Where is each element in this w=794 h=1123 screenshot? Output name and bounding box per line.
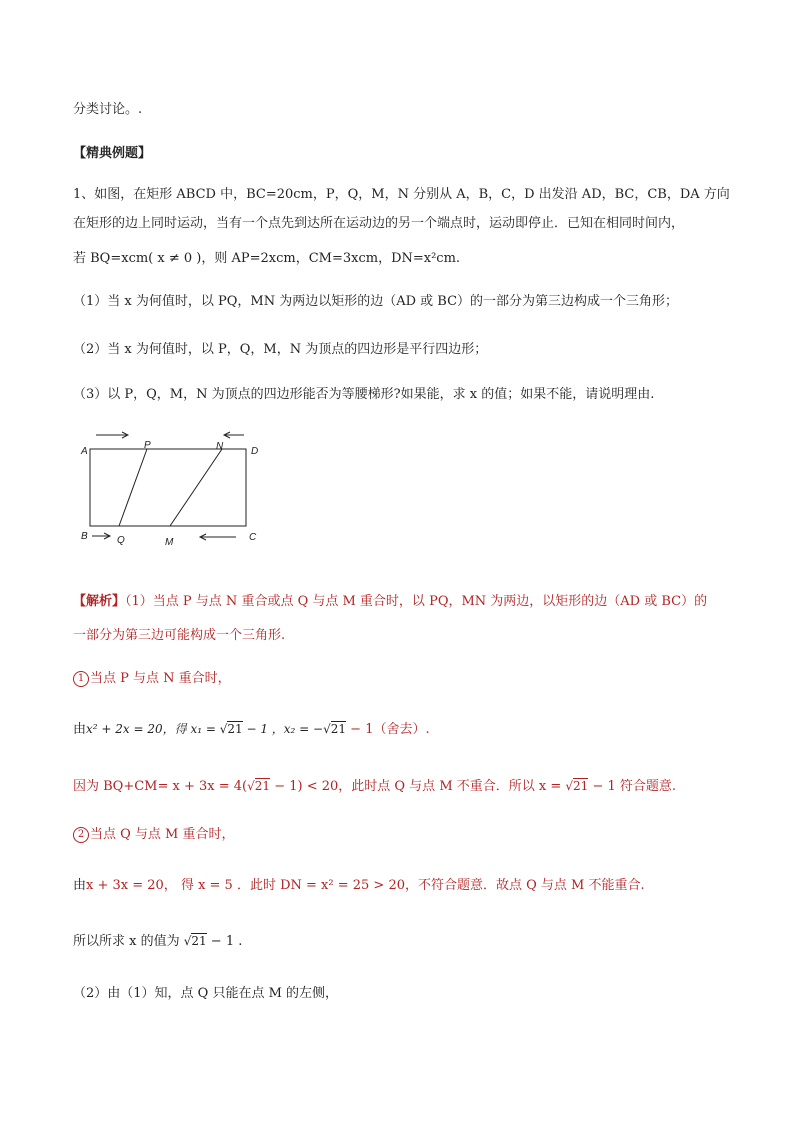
label-m: M <box>165 537 174 548</box>
intro-line: 分类讨论。. <box>73 102 143 117</box>
conclusion-part-b: − 1 . <box>206 934 243 949</box>
label-q: Q <box>117 535 125 546</box>
equation-3 <box>73 877 645 895</box>
case-1-circle-number: 1 <box>73 671 89 687</box>
eq1-radicand-1: 21 <box>227 722 243 736</box>
solution-line-1 <box>73 593 707 611</box>
rectangle-abcd <box>90 449 246 526</box>
eq3-text: x + 3x = 20， 得 x = 5 ．此时 DN = x² = 25 > 20，不符合题意．故点 Q 与点 M 不能重合. <box>86 878 645 893</box>
rectangle-figure <box>76 428 276 558</box>
problem-line-3: 若 BQ=xcm( x ≠ 0 )，则 AP=2xcm，CM=3xcm，DN=x²cm. <box>73 251 461 266</box>
case-1-text: 当点 P 与点 N 重合时， <box>90 671 231 686</box>
eq2-radicand-1: 21 <box>254 779 271 793</box>
solution-tag: 【解析】 <box>73 594 126 609</box>
label-a: A <box>81 446 88 457</box>
eq2-part-b: − 1) < 20，此时点 Q 与点 M 不重合．所以 x = <box>270 779 566 794</box>
eq3-prefix: 由 <box>73 878 87 893</box>
arrow-left-bottom-icon <box>200 534 236 540</box>
eq1-radicand-2: 21 <box>330 722 347 736</box>
segment-nm <box>170 449 222 526</box>
eq2-radicand-2: 21 <box>573 779 589 793</box>
sqrt-symbol: √ <box>183 934 192 948</box>
eq2-part-c: − 1 符合题意. <box>588 779 677 794</box>
sqrt-symbol: √ <box>323 722 331 736</box>
label-b: B <box>81 531 88 542</box>
eq1-part-a: x² + 2x = 20，得 x₁ = <box>86 722 220 736</box>
sqrt-symbol: √ <box>219 722 228 736</box>
eq1-prefix: 由 <box>73 722 87 737</box>
sqrt-symbol: √ <box>565 779 574 793</box>
label-n: N <box>216 441 224 452</box>
section-heading: 【精典例题】 <box>73 146 152 161</box>
solution-part-2: （2）由（1）知，点 Q 只能在点 M 的左侧， <box>73 986 339 1001</box>
problem-line-1: 1、如图，在矩形 ABCD 中，BC=20cm，P，Q，M，N 分别从 A，B，C，D 出发沿 AD，BC，CB，DA 方向 <box>73 187 730 202</box>
case-2-circle-number: 2 <box>73 827 89 843</box>
equation-2 <box>73 777 676 796</box>
equation-1 <box>73 720 430 739</box>
eq1-part-c: − 1（舍去）. <box>346 722 430 737</box>
problem-line-2: 在矩形的边上同时运动，当有一个点先到达所在运动边的另一个端点时，运动即停止．已知在相同时间内， <box>73 216 685 231</box>
case-1-heading <box>73 670 231 688</box>
arrow-right-top-icon <box>96 432 128 438</box>
question-1: （1）当 x 为何值时，以 PQ，MN 为两边以矩形的边（AD 或 BC）的一部分为第三边构成一个三角形； <box>73 294 679 309</box>
case-2-text: 当点 Q 与点 M 重合时， <box>90 827 235 842</box>
conclusion-part-a: 所以所求 x 的值为 <box>73 934 184 949</box>
question-3: （3）以 P，Q，M，N 为顶点的四边形能否为等腰梯形?如果能，求 x 的值；如果不能，请说明理由. <box>73 387 655 402</box>
solution-text-1a: （1）当点 P 与点 N 重合或点 Q 与点 M 重合时，以 PQ，MN 为两边，以矩形的边（AD 或 BC）的 <box>125 594 708 609</box>
solution-line-2: 一部分为第三边可能构成一个三角形. <box>73 628 286 643</box>
case-2-heading <box>73 826 235 844</box>
label-d: D <box>251 446 259 457</box>
question-2: （2）当 x 为何值时，以 P，Q，M，N 为顶点的四边形是平行四边形； <box>73 342 488 357</box>
conclusion-radicand: 21 <box>191 934 207 948</box>
arrow-left-top-icon <box>224 432 244 438</box>
arrow-right-bottom-icon <box>92 533 110 539</box>
conclusion-line <box>73 932 242 951</box>
sqrt-symbol: √ <box>247 779 255 793</box>
eq1-part-b: − 1 ，x₂ = − <box>242 722 324 736</box>
segment-pq <box>119 449 147 526</box>
label-p: P <box>144 440 151 451</box>
eq2-part-a: 因为 BQ+CM= x + 3x = 4( <box>73 779 248 794</box>
label-c: C <box>249 532 257 543</box>
